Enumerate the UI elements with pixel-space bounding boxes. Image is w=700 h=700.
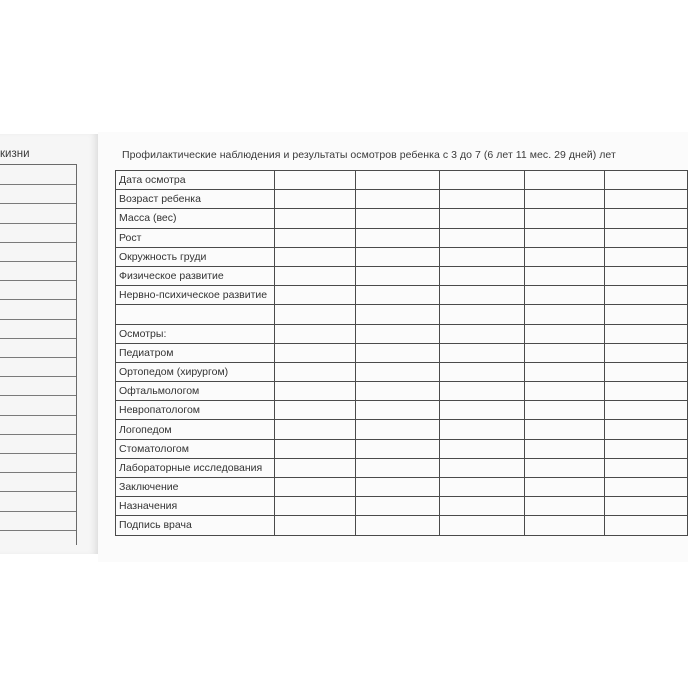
blank-entry-cell[interactable] (356, 209, 439, 228)
blank-entry-cell[interactable] (274, 247, 356, 266)
left-page-rule (0, 472, 76, 473)
blank-entry-cell[interactable] (356, 362, 439, 381)
blank-entry-cell[interactable] (524, 516, 604, 535)
blank-entry-cell[interactable] (439, 439, 524, 458)
left-page-rule (0, 395, 76, 396)
blank-entry-cell[interactable] (604, 286, 687, 305)
blank-entry-cell[interactable] (274, 266, 356, 285)
blank-entry-cell[interactable] (356, 458, 439, 477)
blank-entry-cell[interactable] (604, 420, 687, 439)
blank-entry-cell[interactable] (524, 401, 604, 420)
table-row (116, 516, 688, 535)
blank-entry-cell[interactable] (356, 171, 439, 190)
blank-entry-cell[interactable] (524, 458, 604, 477)
left-page-rule (0, 261, 76, 262)
left-page-rule (0, 280, 76, 281)
background-bottom (0, 566, 700, 700)
table-row (116, 458, 688, 477)
blank-entry-cell[interactable] (524, 478, 604, 497)
left-page-rule (0, 530, 76, 531)
table-row (116, 478, 688, 497)
blank-entry-cell[interactable] (524, 439, 604, 458)
row-label: Нервно-психическое развитие (116, 286, 275, 305)
row-label: Рост (116, 228, 275, 247)
blank-entry-cell[interactable] (356, 516, 439, 535)
blank-entry-cell[interactable] (524, 420, 604, 439)
blank-entry-cell[interactable] (356, 343, 439, 362)
blank-entry-cell[interactable] (439, 209, 524, 228)
blank-entry-cell[interactable] (274, 401, 356, 420)
row-label: Осмотры: (116, 324, 275, 343)
blank-entry-cell[interactable] (356, 190, 439, 209)
left-page-rule (0, 203, 76, 204)
row-label: Педиатром (116, 343, 275, 362)
right-page (98, 132, 688, 562)
blank-entry-cell[interactable] (604, 305, 687, 324)
row-label: Дата осмотра (116, 171, 275, 190)
blank-entry-cell[interactable] (356, 382, 439, 401)
table-row (116, 305, 688, 324)
row-label: Возраст ребенка (116, 190, 275, 209)
left-page-rule (0, 242, 76, 243)
blank-entry-cell[interactable] (524, 362, 604, 381)
blank-entry-cell[interactable] (356, 439, 439, 458)
row-label (116, 305, 275, 324)
blank-entry-cell[interactable] (604, 478, 687, 497)
table-row (116, 190, 688, 209)
blank-entry-cell[interactable] (439, 516, 524, 535)
table-row (116, 171, 688, 190)
blank-entry-cell[interactable] (604, 171, 687, 190)
left-page-rule (0, 434, 76, 435)
blank-entry-cell[interactable] (439, 247, 524, 266)
left-page-rule (0, 415, 76, 416)
row-label: Заключение (116, 478, 275, 497)
blank-entry-cell[interactable] (356, 305, 439, 324)
blank-entry-cell[interactable] (524, 247, 604, 266)
table-row (116, 420, 688, 439)
table-row (116, 343, 688, 362)
blank-entry-cell[interactable] (274, 209, 356, 228)
table-row (116, 401, 688, 420)
left-page-rule (0, 338, 76, 339)
row-label: Логопедом (116, 420, 275, 439)
background-top (0, 0, 700, 124)
blank-entry-cell[interactable] (524, 171, 604, 190)
observation-table (115, 170, 688, 536)
left-page-rule (0, 357, 76, 358)
blank-entry-cell[interactable] (524, 324, 604, 343)
blank-entry-cell[interactable] (274, 420, 356, 439)
blank-entry-cell[interactable] (356, 401, 439, 420)
left-page-rule (0, 376, 76, 377)
blank-entry-cell[interactable] (274, 228, 356, 247)
blank-entry-cell[interactable] (439, 190, 524, 209)
blank-entry-cell[interactable] (274, 516, 356, 535)
blank-entry-cell[interactable] (524, 266, 604, 285)
row-label: Масса (вес) (116, 209, 275, 228)
table-row (116, 286, 688, 305)
blank-entry-cell[interactable] (604, 266, 687, 285)
blank-entry-cell[interactable] (524, 305, 604, 324)
blank-entry-cell[interactable] (439, 420, 524, 439)
blank-entry-cell[interactable] (439, 324, 524, 343)
left-page-ruled-table (0, 164, 77, 545)
blank-entry-cell[interactable] (524, 343, 604, 362)
row-label: Невропатологом (116, 401, 275, 420)
blank-entry-cell[interactable] (604, 324, 687, 343)
left-page-rule (0, 319, 76, 320)
blank-entry-cell[interactable] (356, 324, 439, 343)
table-row (116, 247, 688, 266)
blank-entry-cell[interactable] (439, 228, 524, 247)
blank-entry-cell[interactable] (439, 478, 524, 497)
page-title: Профилактические наблюдения и результаты осмотров ребенка с 3 до 7 (6 лет 11 мес. 29 дней) лет (122, 149, 616, 161)
blank-entry-cell[interactable] (274, 305, 356, 324)
blank-entry-cell[interactable] (524, 497, 604, 516)
left-page-rule (0, 299, 76, 300)
row-label: Окружность груди (116, 247, 275, 266)
blank-entry-cell[interactable] (524, 382, 604, 401)
blank-entry-cell[interactable] (439, 458, 524, 477)
blank-entry-cell[interactable] (604, 401, 687, 420)
left-page-heading: кизни (0, 148, 30, 160)
row-label: Офтальмологом (116, 382, 275, 401)
blank-entry-cell[interactable] (604, 247, 687, 266)
blank-entry-cell[interactable] (356, 247, 439, 266)
blank-entry-cell[interactable] (274, 382, 356, 401)
left-page-rule (0, 184, 76, 185)
blank-entry-cell[interactable] (274, 171, 356, 190)
row-label: Лабораторные исследования (116, 458, 275, 477)
blank-entry-cell[interactable] (439, 171, 524, 190)
blank-entry-cell[interactable] (439, 286, 524, 305)
blank-entry-cell[interactable] (604, 516, 687, 535)
blank-entry-cell[interactable] (274, 190, 356, 209)
blank-entry-cell[interactable] (356, 497, 439, 516)
blank-entry-cell[interactable] (604, 382, 687, 401)
blank-entry-cell[interactable] (356, 478, 439, 497)
blank-entry-cell[interactable] (524, 228, 604, 247)
left-page-rule (0, 453, 76, 454)
table-row (116, 362, 688, 381)
blank-entry-cell[interactable] (604, 497, 687, 516)
blank-entry-cell[interactable] (439, 343, 524, 362)
blank-entry-cell[interactable] (604, 362, 687, 381)
table-row (116, 266, 688, 285)
blank-entry-cell[interactable] (524, 209, 604, 228)
blank-entry-cell[interactable] (356, 266, 439, 285)
blank-entry-cell[interactable] (274, 439, 356, 458)
blank-entry-cell[interactable] (439, 401, 524, 420)
blank-entry-cell[interactable] (356, 420, 439, 439)
table-row (116, 439, 688, 458)
left-page-rule (0, 511, 76, 512)
blank-entry-cell[interactable] (274, 497, 356, 516)
table-row (116, 209, 688, 228)
row-label: Подпись врача (116, 516, 275, 535)
blank-entry-cell[interactable] (604, 458, 687, 477)
table-row (116, 228, 688, 247)
blank-entry-cell[interactable] (439, 362, 524, 381)
blank-entry-cell[interactable] (604, 190, 687, 209)
blank-entry-cell[interactable] (274, 458, 356, 477)
blank-entry-cell[interactable] (604, 228, 687, 247)
blank-entry-cell[interactable] (604, 439, 687, 458)
row-label: Физическое развитие (116, 266, 275, 285)
blank-entry-cell[interactable] (356, 286, 439, 305)
blank-entry-cell[interactable] (604, 343, 687, 362)
left-page-rule (0, 223, 76, 224)
blank-entry-cell[interactable] (274, 286, 356, 305)
blank-entry-cell[interactable] (439, 382, 524, 401)
table-row (116, 497, 688, 516)
left-page (0, 134, 98, 554)
table-row (116, 324, 688, 343)
blank-entry-cell[interactable] (604, 209, 687, 228)
blank-entry-cell[interactable] (524, 190, 604, 209)
left-page-rule (0, 491, 76, 492)
blank-entry-cell[interactable] (439, 305, 524, 324)
row-label: Ортопедом (хирургом) (116, 362, 275, 381)
blank-entry-cell[interactable] (274, 324, 356, 343)
blank-entry-cell[interactable] (274, 343, 356, 362)
row-label: Назначения (116, 497, 275, 516)
blank-entry-cell[interactable] (356, 228, 439, 247)
blank-entry-cell[interactable] (274, 478, 356, 497)
blank-entry-cell[interactable] (439, 266, 524, 285)
blank-entry-cell[interactable] (274, 362, 356, 381)
table-row (116, 382, 688, 401)
row-label: Стоматологом (116, 439, 275, 458)
blank-entry-cell[interactable] (439, 497, 524, 516)
blank-entry-cell[interactable] (524, 286, 604, 305)
